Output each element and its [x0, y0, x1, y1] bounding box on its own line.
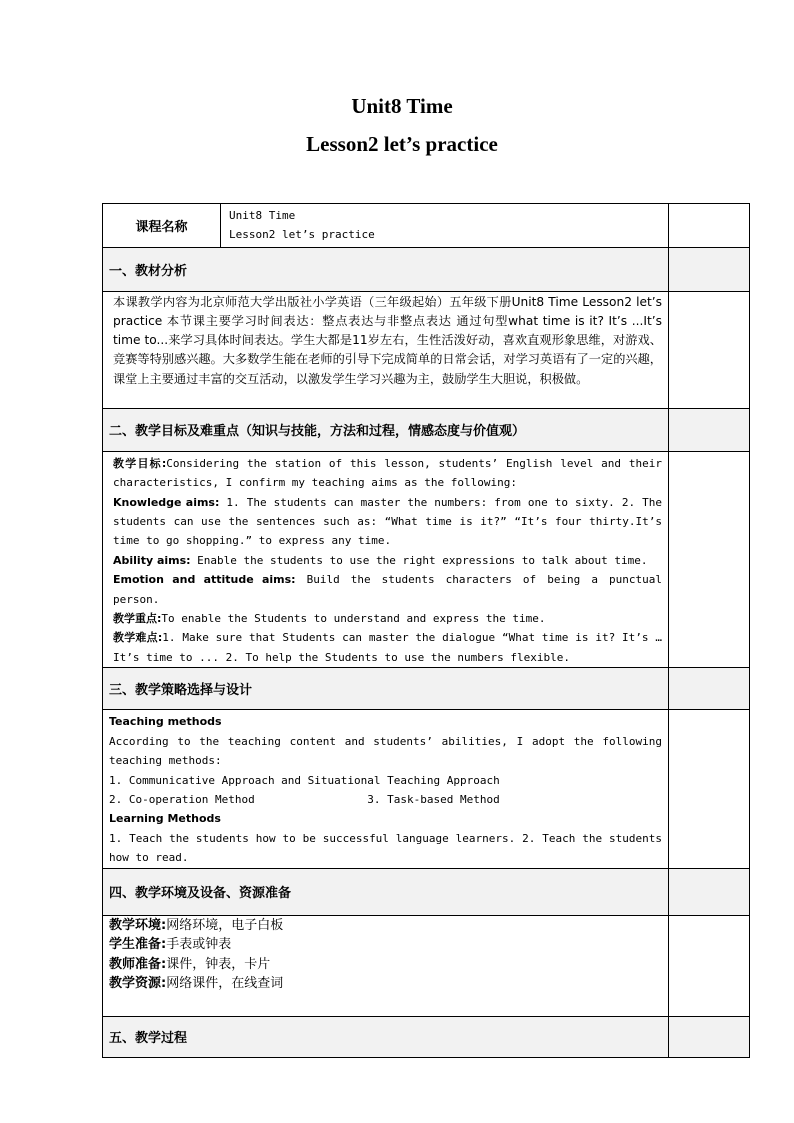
side-cell	[669, 451, 750, 667]
course-line-1: Unit8 Time	[229, 209, 296, 222]
resource-text: 网络课件，在线查词	[166, 976, 284, 992]
side-cell	[669, 247, 750, 291]
side-cell	[669, 291, 750, 408]
document-title: Unit8 Time	[351, 94, 453, 118]
section-4-heading: 四、教学环境及设备、资源准备	[103, 868, 669, 915]
course-line-2: Lesson2 let’s practice	[229, 228, 375, 242]
learning-methods-text: 1. Teach the students how to be successful language learners. 2. Teach the students how to read.	[109, 831, 662, 865]
section-5-heading: 五、教学过程	[103, 1016, 669, 1057]
env-text: 网络环境，电子白板	[166, 917, 284, 933]
course-name-value	[221, 204, 669, 248]
side-cell	[669, 1016, 750, 1057]
difficult-point-label: 教学难点:	[113, 631, 163, 645]
document-subtitle: Lesson2 let’s practice	[306, 132, 498, 156]
section-4-body-row	[103, 915, 750, 1016]
section-3-body	[103, 710, 669, 868]
goal-label: 教学目标:	[113, 456, 167, 470]
section-2-body	[103, 451, 669, 667]
section-1-heading: 一、教材分析	[103, 247, 669, 291]
side-cell	[669, 710, 750, 868]
section-1-text: 本课教学内容为北京师范大学出版社小学英语（三年级起始）五年级下册Unit8 Time Lesson2 let’s practice 本节课主要学习时间表达：整点表达与非整点表达 通过句型what time is it? It’s ...It’s time to...来学习具体时间表达。学生大都是11岁左右，生性活泼好动，喜欢直观形象思维，对游戏、竞赛等特别感兴趣。大多数学生能在老师的引导下完成简单的日常会话，对学习英语有了一定的兴趣，课堂上主要通过丰富的交互活动，以激发学生学习兴趣为主，鼓励学生大胆说，积极做。	[103, 291, 669, 408]
section-4-body	[103, 915, 669, 1016]
section-3-header-row	[103, 668, 750, 710]
resource-label: 教学资源:	[109, 976, 167, 992]
key-point-label: 教学重点:	[113, 612, 162, 626]
emotion-aims-text: Build the students characters of being a punctual person.	[113, 573, 662, 606]
side-cell	[669, 915, 750, 1016]
ability-aims-label: Ability aims:	[113, 553, 191, 567]
section-1-header-row	[103, 247, 750, 291]
side-cell	[669, 668, 750, 710]
env-label: 教学环境:	[109, 917, 167, 933]
ability-aims-text: Enable the students to use the right expressions to talk about time.	[190, 553, 648, 567]
course-name-label: 课程名称	[103, 204, 221, 248]
section-4-header-row	[103, 868, 750, 915]
section-5-header-row	[103, 1016, 750, 1057]
goal-text: Considering the station of this lesson, students’ English level and their characteristics, I confirm my teaching aims as the following:	[113, 456, 662, 490]
teacher-prep-text: 课件，钟表，卡片	[166, 956, 271, 972]
course-name-row	[103, 204, 750, 248]
learning-methods-label: Learning Methods	[109, 812, 221, 826]
emotion-aims-label: Emotion and attitude aims:	[113, 573, 296, 587]
teaching-method-2: 2. Co-operation Method 3. Task-based Method	[109, 792, 500, 806]
section-2-header-row	[103, 408, 750, 451]
teaching-methods-intro: According to the teaching content and students’ abilities, I adopt the following teaching methods:	[109, 734, 662, 768]
section-2-heading: 二、教学目标及难重点（知识与技能，方法和过程，情感态度与价值观）	[103, 408, 669, 451]
student-prep-label: 学生准备:	[109, 937, 167, 953]
lesson-plan-table	[102, 203, 750, 1058]
side-cell	[669, 408, 750, 451]
teacher-prep-label: 教师准备:	[109, 956, 167, 972]
knowledge-aims-text: 1. The students can master the numbers: from one to sixty. 2. The students can use the sentences such as: “What time is it?” “It’s four thirty.It’s time to go shopping.” to express any time.	[113, 495, 662, 548]
section-3-body-row	[103, 710, 750, 868]
student-prep-text: 手表或钟表	[166, 937, 232, 953]
side-cell	[669, 868, 750, 915]
section-3-heading: 三、教学策略选择与设计	[103, 668, 669, 710]
key-point-text: To enable the Students to understand and express the time.	[161, 612, 546, 626]
section-2-body-row	[103, 451, 750, 667]
knowledge-aims-label: Knowledge aims:	[113, 495, 220, 509]
teaching-methods-label: Teaching methods	[109, 715, 222, 729]
section-1-body-row	[103, 291, 750, 408]
side-cell	[669, 204, 750, 248]
teaching-method-1: 1. Communicative Approach and Situational Teaching Approach	[109, 773, 500, 787]
difficult-point-text: 1. Make sure that Students can master the dialogue “What time is it? It’s …It’s time to ... 2. To help the Students to use the numbers flexible.	[113, 631, 662, 664]
